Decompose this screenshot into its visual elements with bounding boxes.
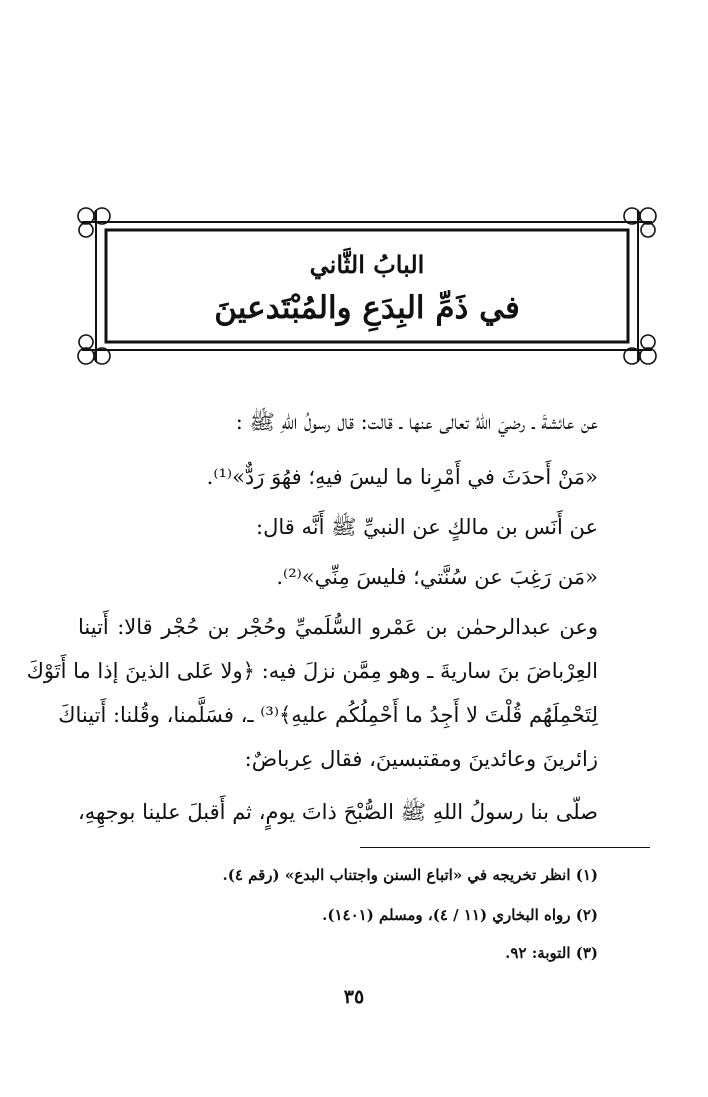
footnote-2: (٢) رواه البخاري (١١ / ٤)، ومسلم (١٤٠١). bbox=[322, 906, 598, 924]
body-line: عن أَنَس بن مالكٍ عن النبيِّ ﷺ أَنَّه قال: bbox=[256, 515, 598, 539]
body-line: عن عائشةَ ـ رضيَ اللهُ تعالى عنها ـ قالت: قال رسولُ اللهِ ﷺ : bbox=[235, 410, 598, 434]
footnote-divider bbox=[360, 847, 650, 848]
ornamental-border bbox=[72, 206, 662, 366]
footnote-1: (١) انظر تخريجه في «اتباع السنن واجتناب البدع» (رقم ٤). bbox=[222, 866, 598, 884]
chapter-title: البابُ الثَّاني bbox=[309, 250, 425, 279]
footnote-3: (٣) التوبة: ٩٢. bbox=[505, 944, 598, 962]
body-line: وعن عبدالرحمٰن بن عَمْرو السُّلَميِّ وحُجْر بن حُجْر قالا: أَتينا bbox=[78, 615, 598, 639]
chapter-title-frame bbox=[72, 206, 662, 366]
hadith-quote: «مَنْ أَحدَثَ في أَمْرِنا ما ليسَ فيهِ؛ فهُوَ رَدٌّ»⁽¹⁾. bbox=[206, 465, 598, 489]
body-line: زائرينَ وعائدينَ ومقتبسينَ، فقال عِرباضٌ: bbox=[244, 747, 598, 771]
page-number: ٣٥ bbox=[343, 986, 365, 1008]
body-line: صلّى بنا رسولُ اللهِ ﷺ الصُّبْحَ ذاتَ يومٍ، ثم أَقبلَ علينا بوجهِهِ، bbox=[78, 800, 598, 824]
body-line: لِتَحْمِلَهُم قُلْتَ لا أَجِدُ ما أَحْمِلُكُم عليهِ﴾⁽³⁾ ـ، فسَلَّمنا، وقُلنا: أَتيناكَ bbox=[58, 703, 598, 727]
hadith-quote: «مَن رَغِبَ عن سُنَّتي؛ فليسَ مِنِّي»⁽²⁾. bbox=[276, 565, 598, 589]
body-line: العِرْباضَ بنَ ساريةَ ـ وهو مِمَّن نزلَ فيه: ﴿ولا عَلى الذينَ إذا ما أَتَوْكَ bbox=[26, 659, 598, 683]
chapter-subtitle: في ذَمِّ البِدَعِ والمُبْتَدعينَ bbox=[214, 290, 520, 326]
